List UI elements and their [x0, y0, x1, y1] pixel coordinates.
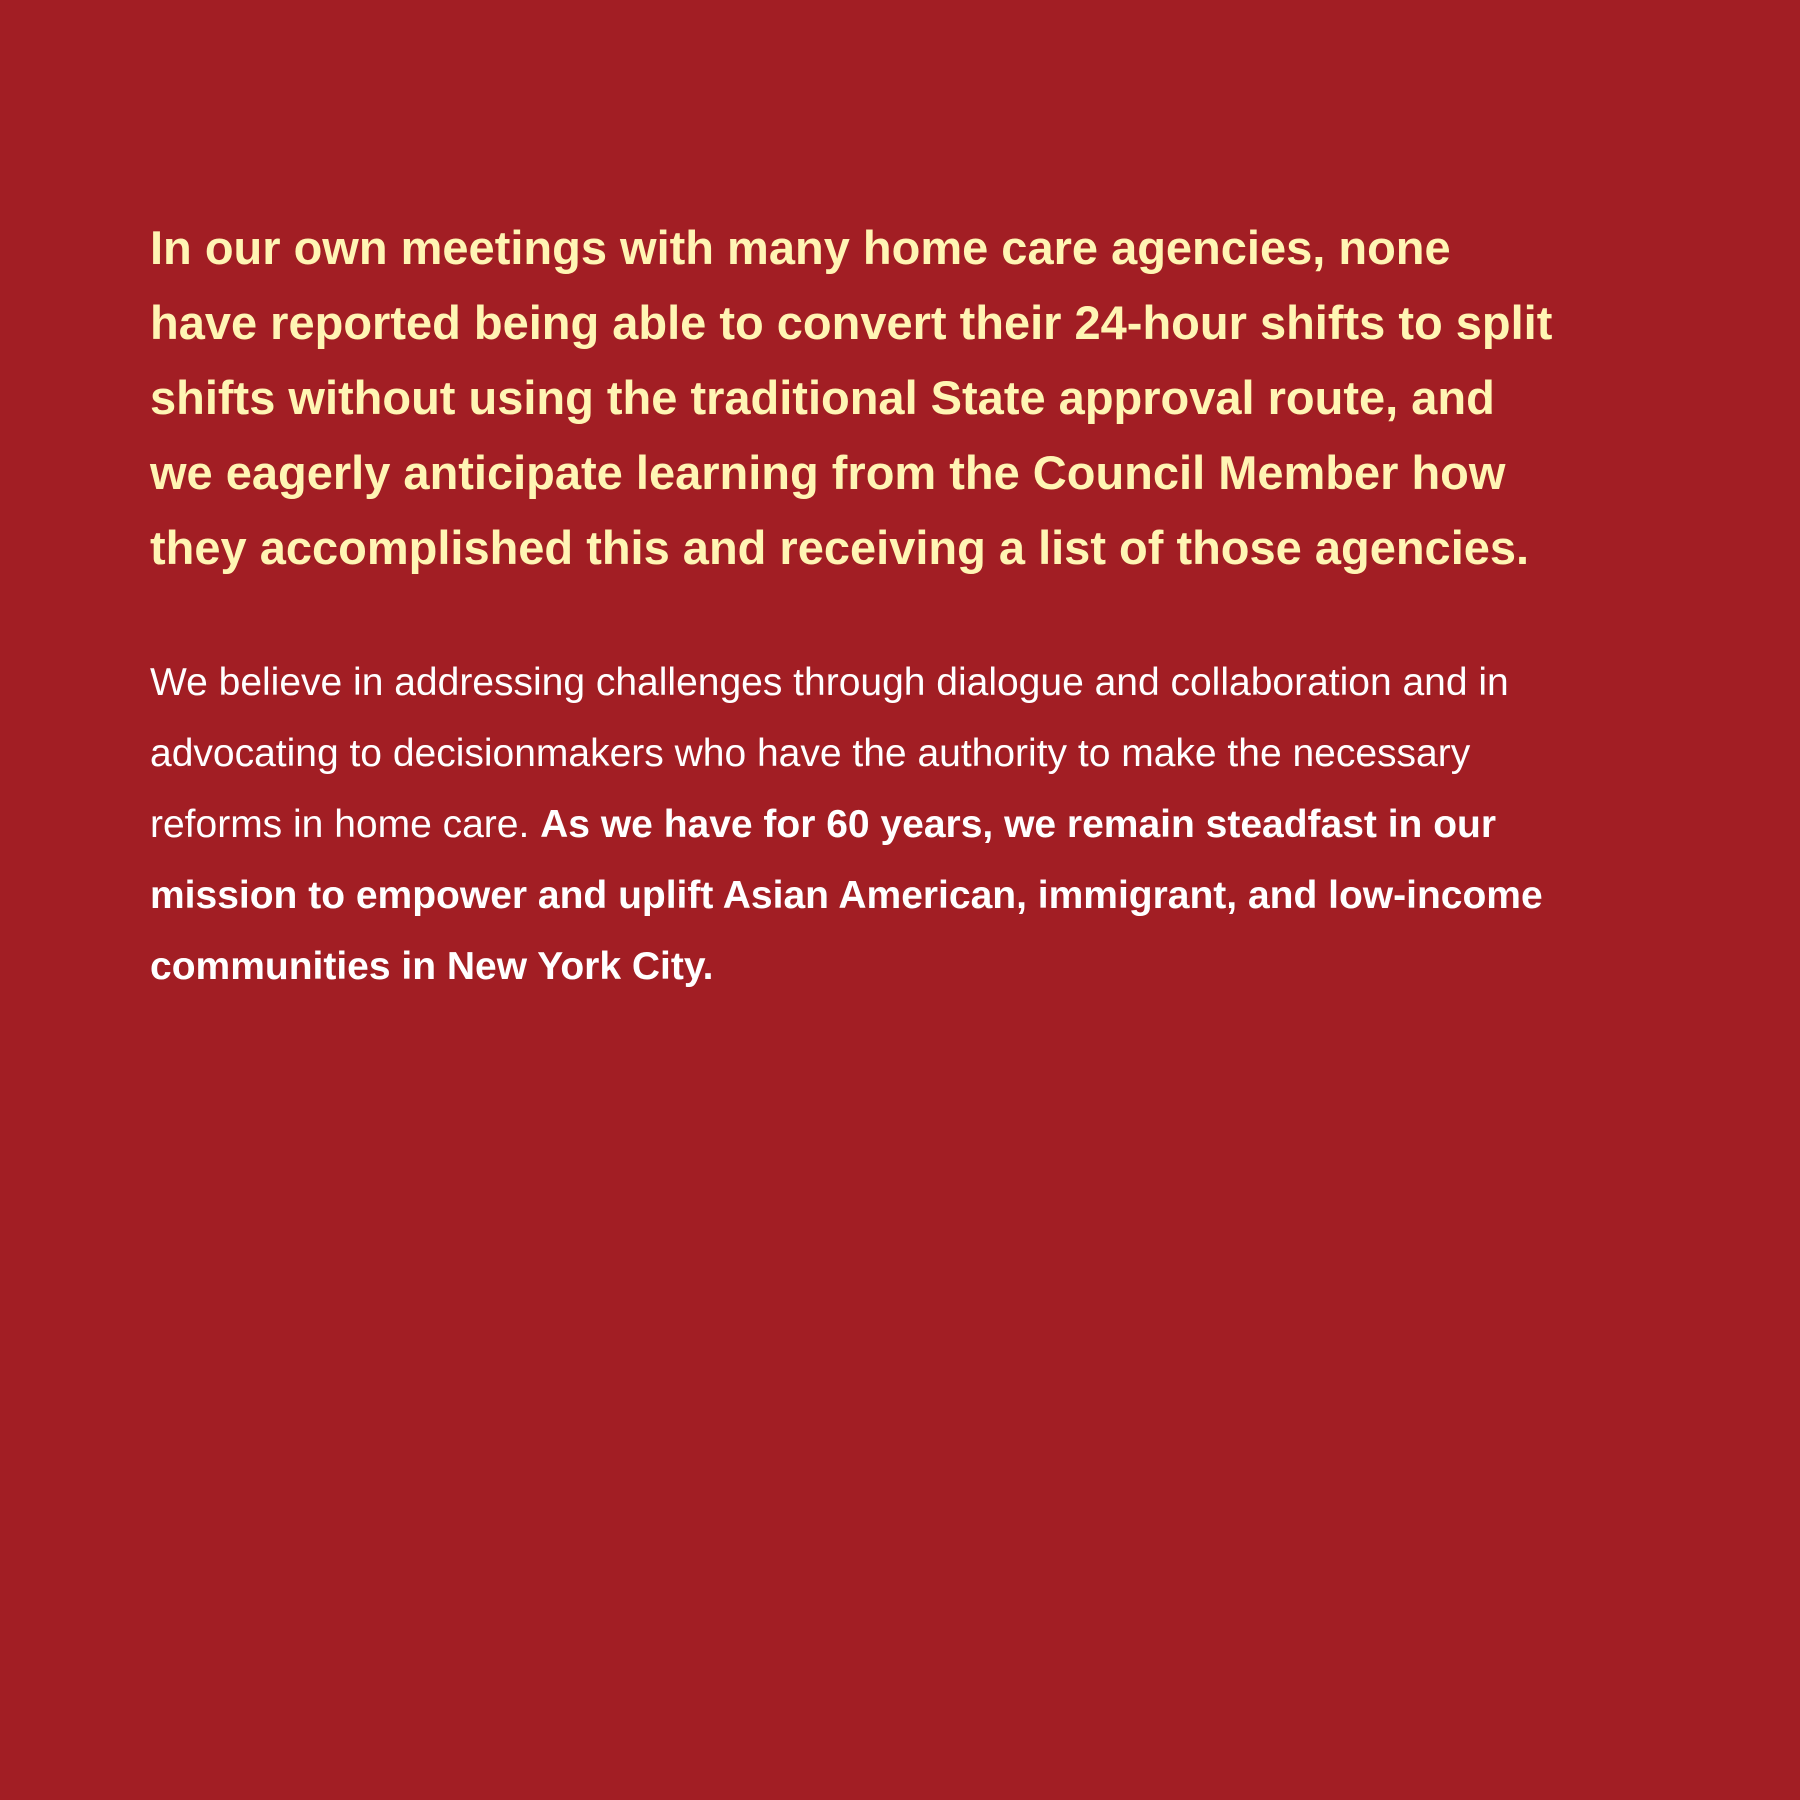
- statement-content: [150, 210, 1660, 1002]
- body-line-3-bold: As we have for 60 years, we remain steadfast in our: [540, 803, 1497, 846]
- lead-line-3: shifts without using the traditional State approval route, and: [150, 371, 1495, 424]
- body-line-5: communities in New York City.: [150, 945, 714, 988]
- lead-line-4: we eagerly anticipate learning from the Council Member how: [150, 446, 1506, 499]
- body-line-3-regular: reforms in home care.: [150, 803, 541, 846]
- body-line-1: We believe in addressing challenges through dialogue and collaboration and in: [150, 661, 1509, 704]
- body-paragraph: [150, 647, 1660, 1002]
- lead-paragraph: [150, 210, 1660, 585]
- body-line-3: [150, 789, 1660, 860]
- body-line-4: mission to empower and uplift Asian American, immigrant, and low-income: [150, 874, 1543, 917]
- lead-line-5: they accomplished this and receiving a list of those agencies.: [150, 521, 1530, 574]
- body-line-2: advocating to decisionmakers who have the authority to make the necessary: [150, 732, 1471, 775]
- lead-line-2: have reported being able to convert their 24-hour shifts to split: [150, 296, 1553, 349]
- lead-line-1: In our own meetings with many home care agencies, none: [150, 221, 1451, 274]
